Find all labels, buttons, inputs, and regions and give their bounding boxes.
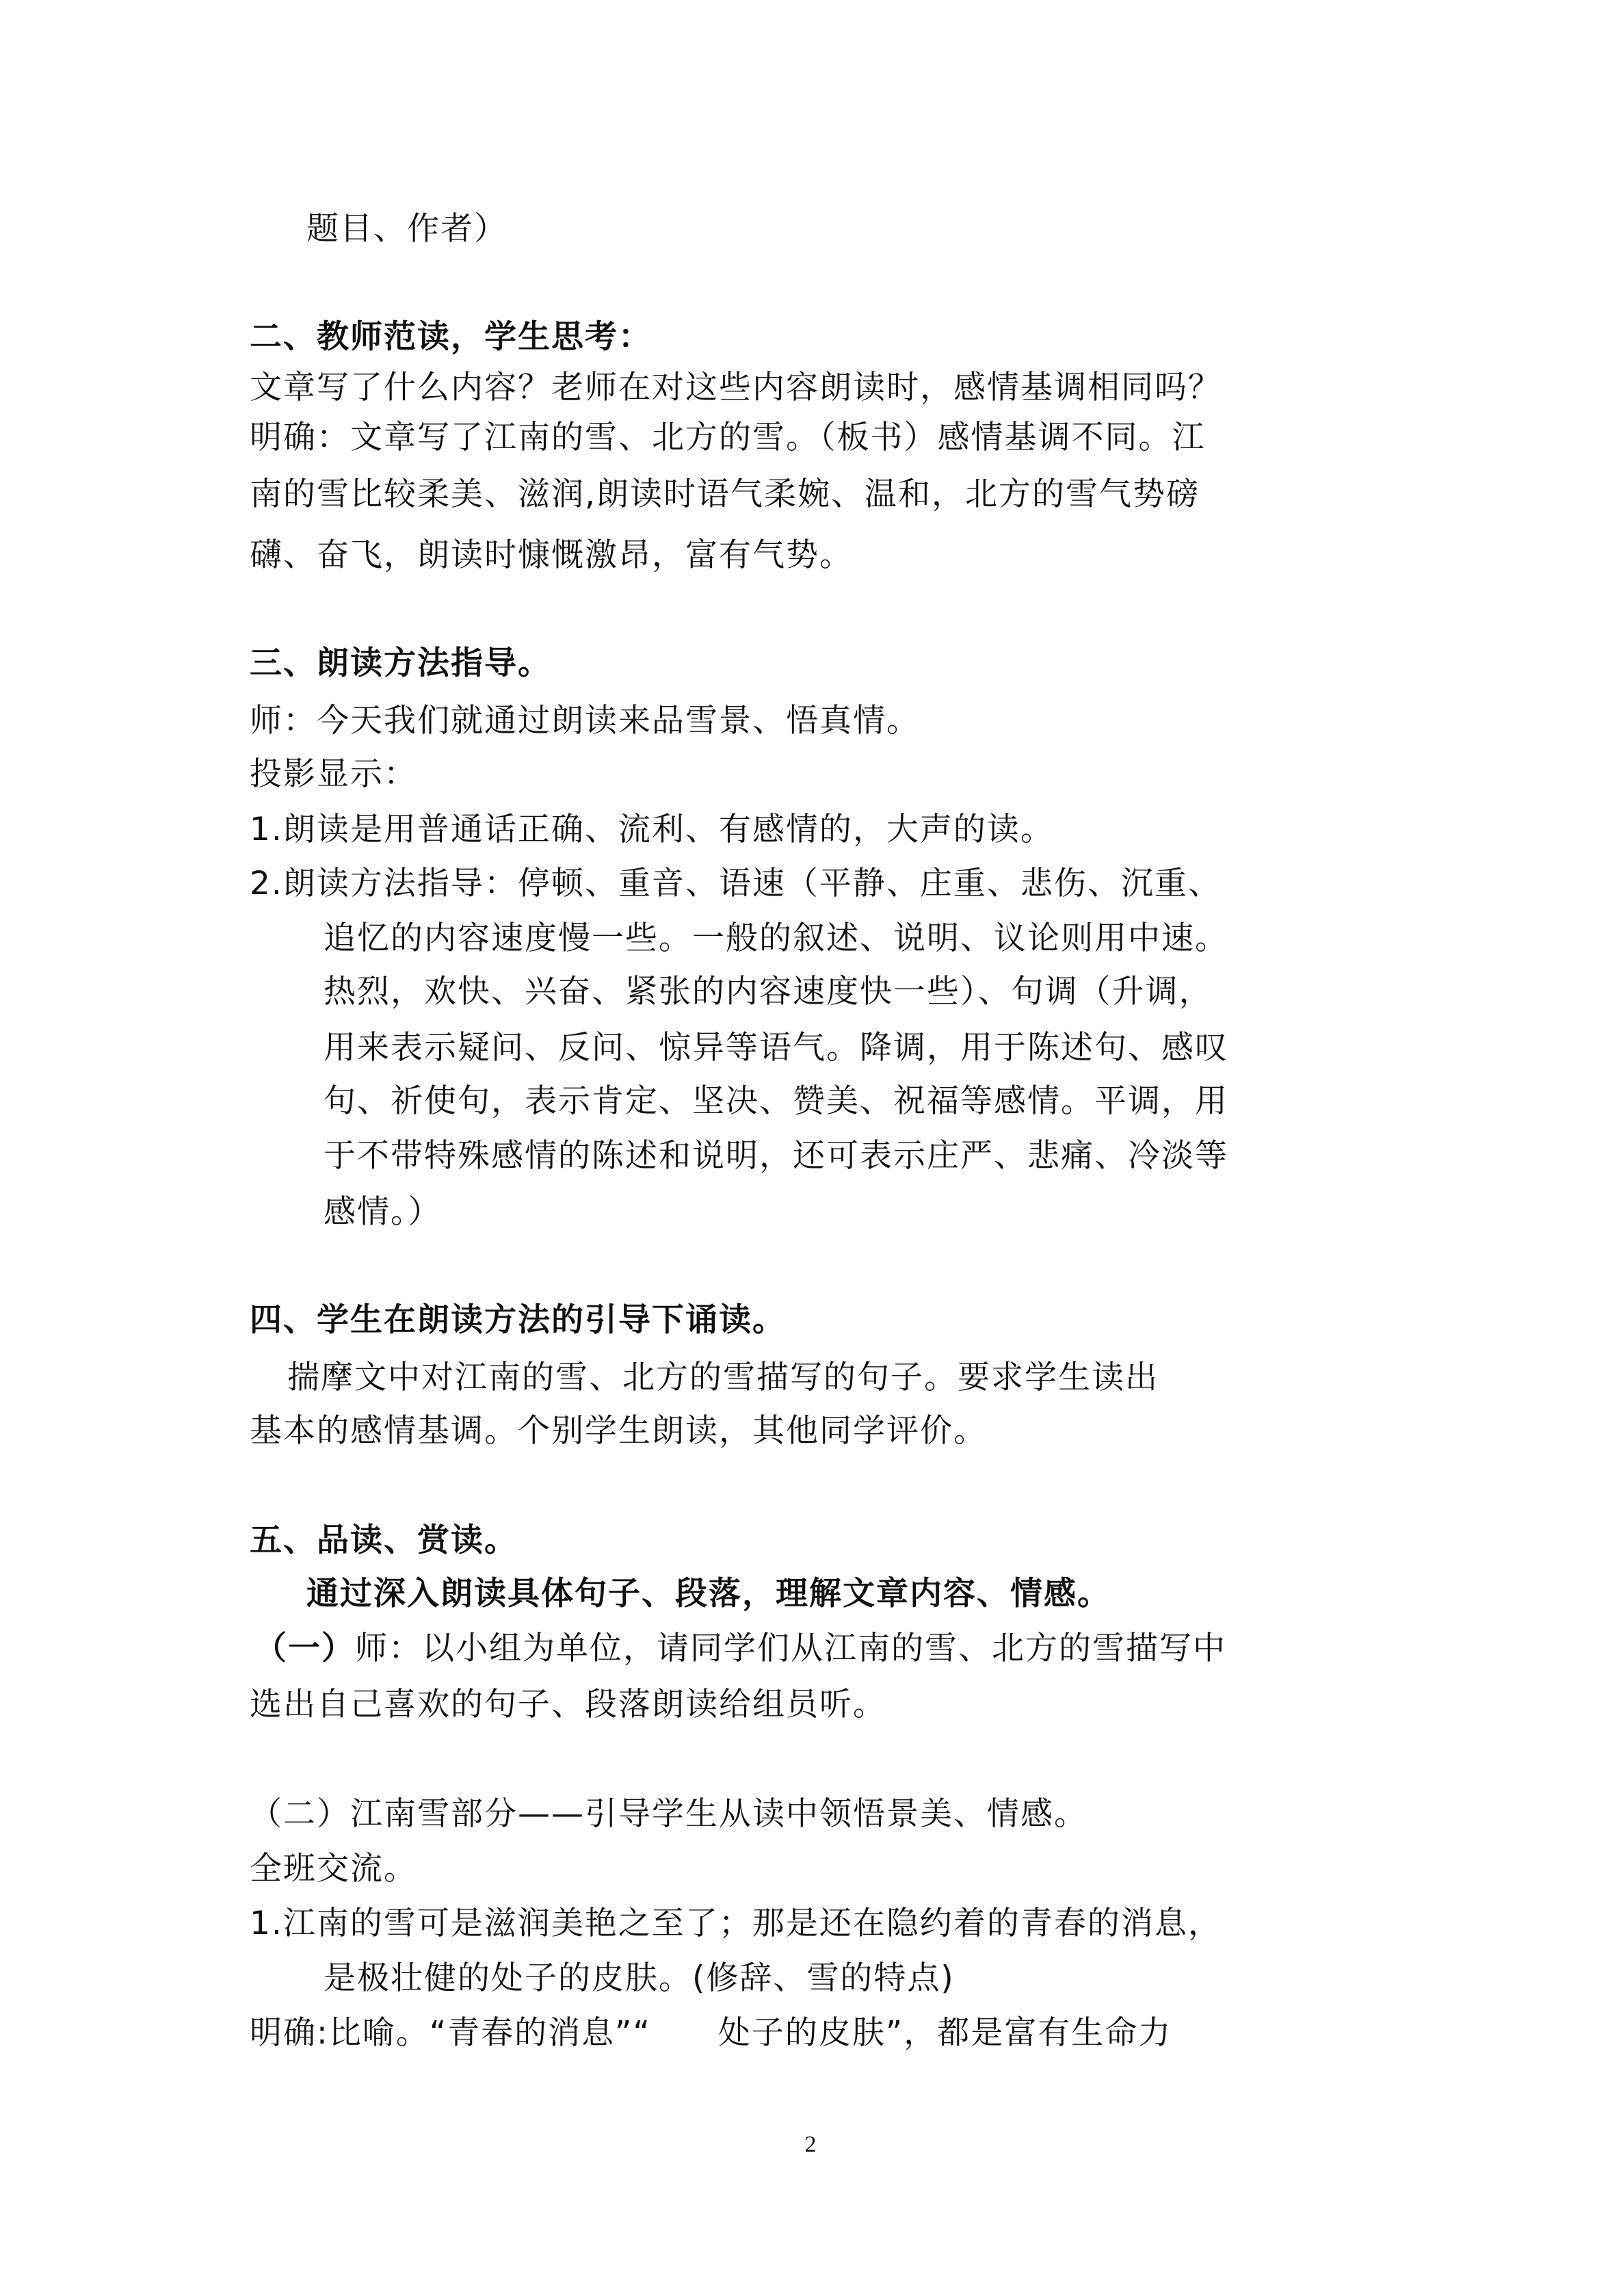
subsection-line (254, 1628, 1226, 1669)
text-line: 全班交流。 (250, 1850, 417, 1888)
section-heading: 三、朗读方法指导。 (250, 644, 551, 682)
text-line: 基本的感情基调。个别学生朗读，其他同学评价。 (250, 1412, 987, 1450)
text-line: 投影显示： (250, 755, 417, 793)
subsection-marker: （一） (254, 1630, 355, 1667)
text-line: 明确：文章写了江南的雪、北方的雪。（板书）感情基调不同。江 (250, 419, 1206, 456)
text-line: 题目、作者） (306, 210, 508, 248)
text-line: 选出自己喜欢的句子、段落朗读给组员听。 (250, 1686, 886, 1723)
text-line: 师：今天我们就通过朗读来品雪景、悟真情。 (250, 702, 920, 740)
text-line: 揣摩文中对江南的雪、北方的雪描写的句子。要求学生读出 (287, 1359, 1159, 1396)
text-line: 礴、奋飞，朗读时慷慨激昂，富有气势。 (250, 536, 853, 574)
list-item: 1.江南的雪可是滋润美艳之至了；那是还在隐约着的青春的消息， (250, 1905, 1222, 1942)
text-line: 句、祈使句，表示肯定、坚决、赞美、祝福等感情。平调，用 (324, 1082, 1228, 1120)
text-line: 热烈，欢快、兴奋、紧张的内容速度快一些）、句调（升调， (324, 973, 1213, 1010)
text-line: 追忆的内容速度慢一些。一般的叙述、说明、议论则用中速。 (324, 919, 1228, 957)
list-item: 1.朗读是用普通话正确、流利、有感情的，大声的读。 (250, 811, 1054, 848)
list-item: 2.朗读方法指导：停顿、重音、语速（平静、庄重、悲伤、沉重、 (250, 865, 1222, 902)
text-line: 明确:比喻。“青春的消息”“ 处子的皮肤”，都是富有生命力 (250, 2014, 1172, 2052)
bold-text-line: 通过深入朗读具体句子、段落，理解文章内容、情感。 (306, 1575, 1111, 1613)
subsection-line: （二）江南雪部分——引导学生从读中领悟景美、情感。 (250, 1795, 1088, 1833)
text-line: 用来表示疑问、反问、惊异等语气。降调，用于陈述句、感叹 (324, 1029, 1228, 1067)
text-line: 感情。） (324, 1193, 442, 1231)
section-heading: 五、品读、赏读。 (250, 1522, 518, 1559)
page-number: 2 (804, 2132, 817, 2157)
text-span: 师：以小组为单位，请同学们从江南的雪、北方的雪描写中 (355, 1630, 1226, 1667)
text-line: 南的雪比较柔美、滋润,朗读时语气柔婉、温和，北方的雪气势磅 (250, 475, 1200, 513)
text-line: 是极壮健的处子的皮肤。(修辞、雪的特点) (324, 1959, 955, 1997)
text-line: 文章写了什么内容？老师在对这些内容朗读时，感情基调相同吗？ (250, 369, 1222, 406)
section-heading: 二、教师范读，学生思考： (250, 318, 652, 356)
section-heading: 四、学生在朗读方法的引导下诵读。 (250, 1301, 786, 1339)
text-line: 于不带特殊感情的陈述和说明，还可表示庄严、悲痛、冷淡等 (324, 1137, 1228, 1175)
